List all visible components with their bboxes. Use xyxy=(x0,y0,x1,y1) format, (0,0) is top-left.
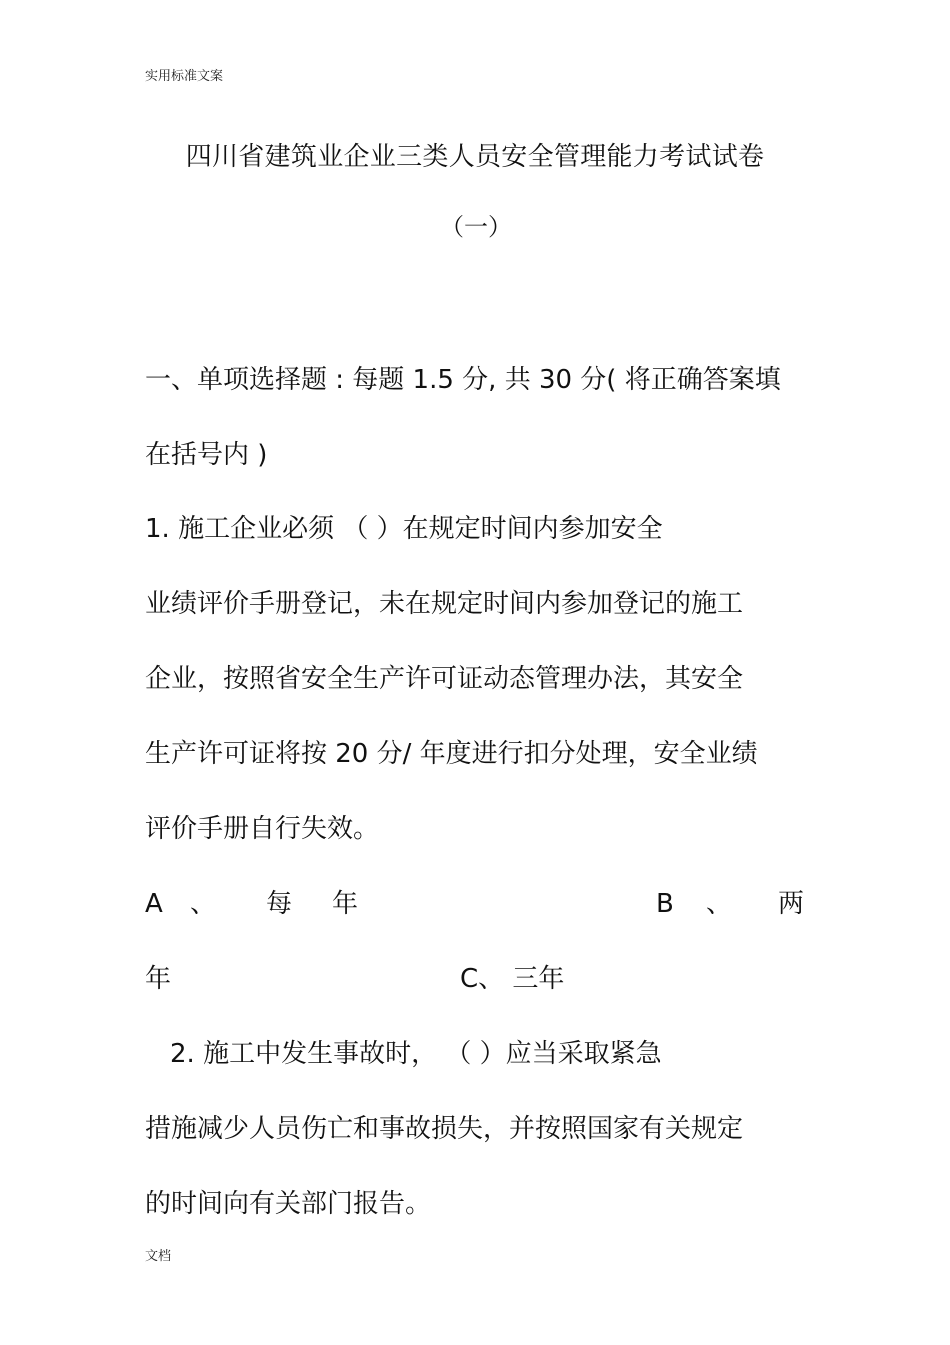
question-1-line-1: 1. 施工企业必须 （ ）在规定时间内参加安全 xyxy=(145,514,663,544)
question-1-line-5: 评价手册自行失效。 xyxy=(145,814,380,844)
option-a-text-char-2: 年 xyxy=(332,889,359,919)
question-2-line-3: 的时间向有关部门报告。 xyxy=(145,1189,432,1219)
option-b-separator: 、 xyxy=(706,889,733,919)
exam-title-number: （一） xyxy=(440,213,512,241)
option-a-letter: A xyxy=(145,889,163,919)
option-c: C、 三年 xyxy=(460,964,565,994)
option-b-letter: B xyxy=(656,889,674,919)
page-header-label: 实用标准文案 xyxy=(145,69,224,84)
exam-title: 四川省建筑业企业三类人员安全管理能力考试试卷 xyxy=(185,142,765,172)
page-footer-label: 文档 xyxy=(145,1249,172,1264)
option-a-text-char-1: 每 xyxy=(266,889,293,919)
question-1-line-3: 企业，按照省安全生产许可证动态管理办法，其安全 xyxy=(145,664,744,694)
question-2-line-2: 措施减少人员伤亡和事故损失，并按照国家有关规定 xyxy=(145,1114,744,1144)
option-a-separator: 、 xyxy=(190,889,217,919)
option-b-text-char-1: 两 xyxy=(778,889,805,919)
section-heading: 一、单项选择题 : 每题 1.5 分, 共 30 分( 将正确答案填 xyxy=(145,365,781,395)
section-heading-continued: 在括号内 ) xyxy=(145,440,268,470)
question-1-line-2: 业绩评价手册登记，未在规定时间内参加登记的施工 xyxy=(145,589,744,619)
question-2-line-1: 2. 施工中发生事故时， （ ）应当采取紧急 xyxy=(170,1039,662,1069)
option-b-text-char-2: 年 xyxy=(145,964,172,994)
question-1-line-4: 生产许可证将按 20 分/ 年度进行扣分处理，安全业绩 xyxy=(145,739,758,769)
